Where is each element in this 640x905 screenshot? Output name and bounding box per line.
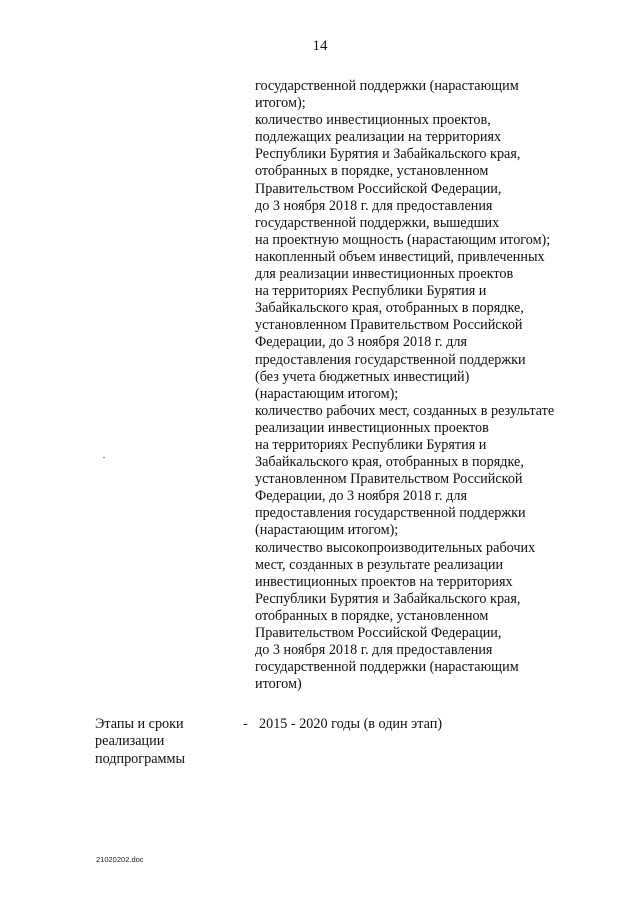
body-line: реализации инвестиционных проектов [255, 419, 489, 436]
body-line: накопленный объем инвестиций, привлеченных [255, 248, 545, 265]
body-line: на проектную мощность (нарастающим итогом); [255, 231, 551, 248]
body-line: количество рабочих мест, созданных в результате [255, 402, 555, 419]
body-text [255, 78, 625, 693]
body-line: подлежащих реализации на территориях [255, 129, 502, 146]
body-line: до 3 ноября 2018 г. для предоставления [255, 197, 493, 214]
body-line: отобранных в порядке, установленном [255, 163, 489, 180]
stages-label-line: реализации [95, 733, 165, 750]
body-line: Правительством Российской Федерации, [255, 180, 502, 197]
stages-value: 2015 - 2020 годы (в один этап) [259, 716, 443, 732]
body-line: Федерации, до 3 ноября 2018 г. для [255, 488, 467, 505]
body-line: мест, созданных в результате реализации [255, 556, 504, 573]
body-line: итогом); [255, 95, 306, 112]
body-line: до 3 ноября 2018 г. для предоставления [255, 642, 493, 659]
body-line: Забайкальского края, отобранных в порядке, [255, 454, 524, 471]
body-line: Федерации, до 3 ноября 2018 г. для [255, 334, 467, 351]
body-line: предоставления государственной поддержки [255, 351, 526, 368]
body-line: на территориях Республики Бурятия и [255, 436, 487, 453]
body-line: Республики Бурятия и Забайкальского края, [255, 590, 521, 607]
body-line: (нарастающим итогом); [255, 385, 399, 402]
scan-speck [103, 457, 105, 458]
body-line: (без учета бюджетных инвестиций) [255, 368, 470, 385]
body-line: количество высокопроизводительных рабочих [255, 539, 536, 556]
body-line: количество инвестиционных проектов, [255, 112, 491, 129]
body-line: для реализации инвестиционных проектов [255, 266, 514, 283]
body-line: государственной поддержки (нарастающим [255, 659, 519, 676]
stages-label-line: Этапы и сроки [95, 716, 184, 732]
body-line: Забайкальского края, отобранных в порядке, [255, 300, 524, 317]
body-line: государственной поддержки, вышедших [255, 214, 500, 231]
file-name: 21020202.doc [96, 855, 144, 864]
stages-label-line: подпрограммы [95, 750, 185, 767]
body-line: отобранных в порядке, установленном [255, 607, 489, 624]
body-line: на территориях Республики Бурятия и [255, 283, 487, 300]
stages-dash: - [243, 716, 248, 732]
body-line: государственной поддержки (нарастающим [255, 78, 519, 94]
body-line: предоставления государственной поддержки [255, 505, 526, 522]
body-line: Республики Бурятия и Забайкальского края, [255, 146, 521, 163]
body-line: установленном Правительством Российской [255, 317, 523, 334]
body-line: инвестиционных проектов на территориях [255, 573, 513, 590]
body-line: установленном Правительством Российской [255, 471, 523, 488]
body-line: итогом) [255, 676, 302, 693]
page-number: 14 [312, 38, 328, 54]
stages-label [95, 716, 235, 768]
body-line: (нарастающим итогом); [255, 522, 399, 539]
body-line: Правительством Российской Федерации, [255, 625, 502, 641]
